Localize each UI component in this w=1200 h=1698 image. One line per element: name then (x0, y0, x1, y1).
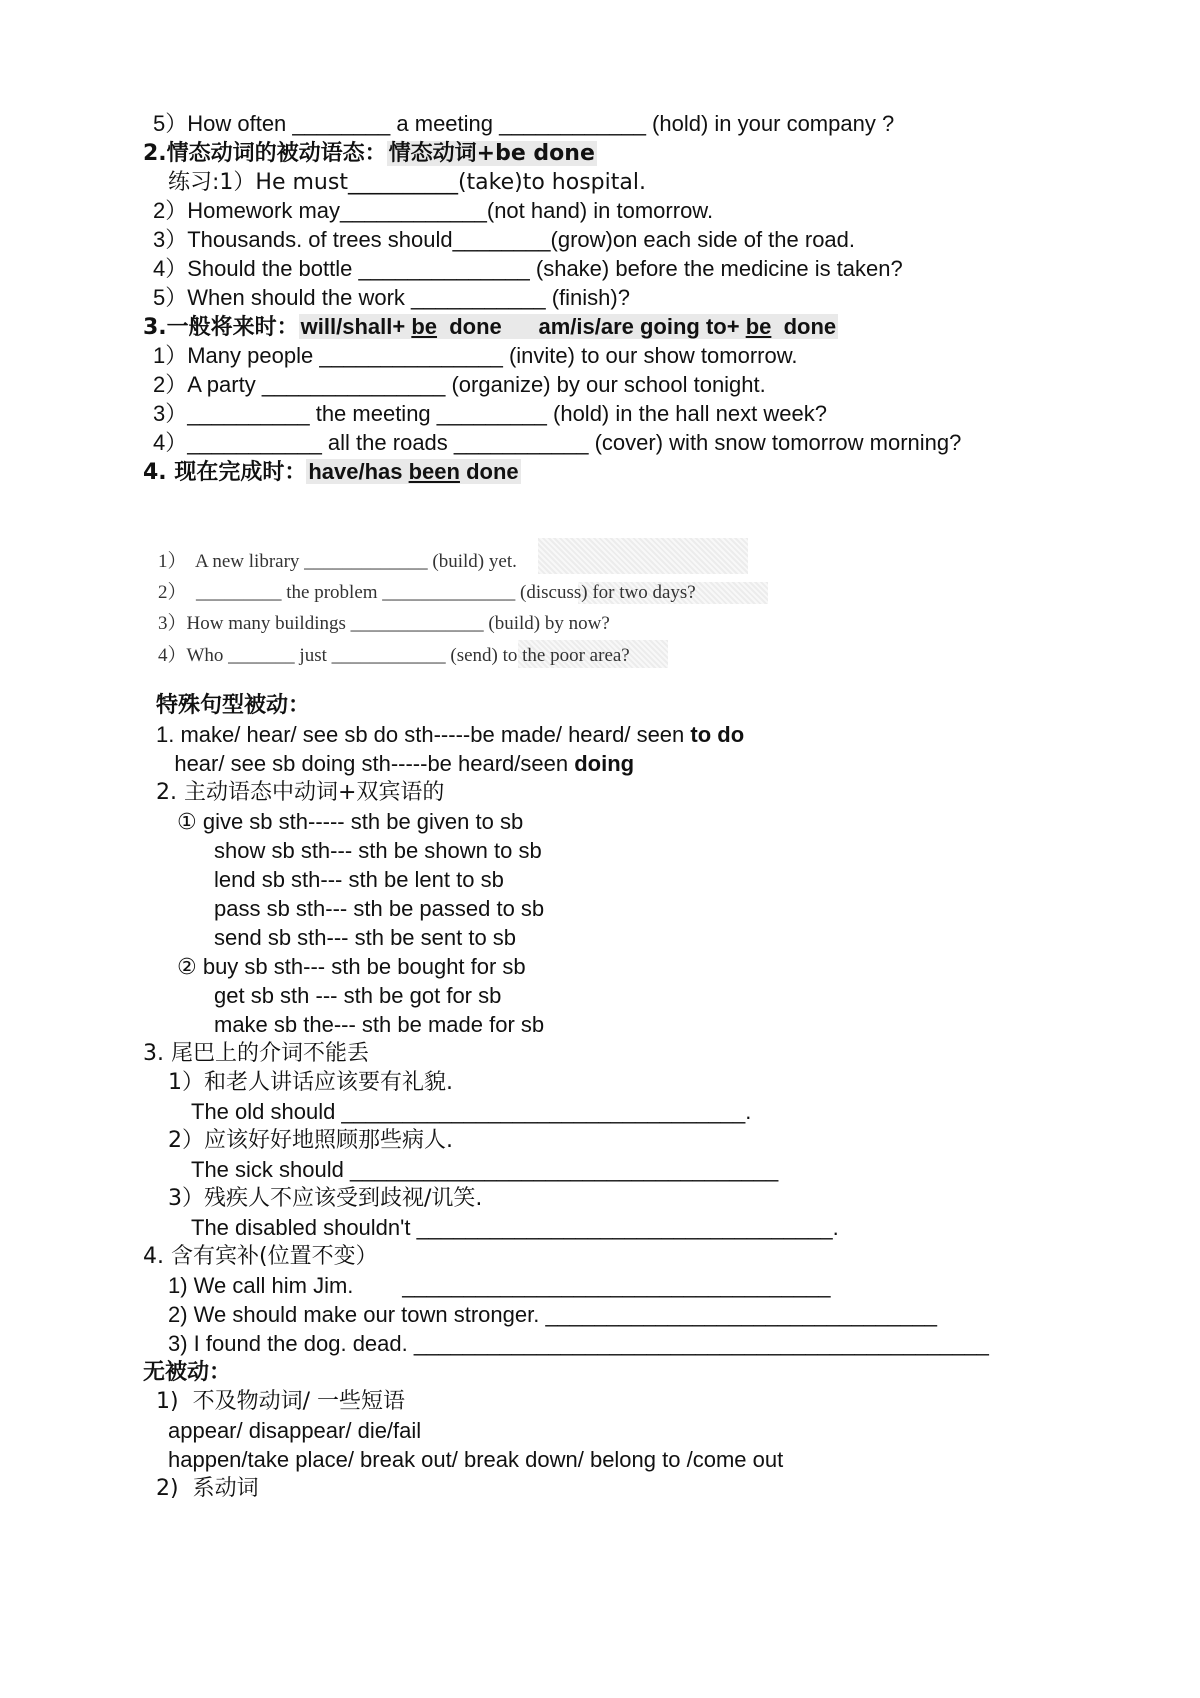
section-heading-future-passive (143, 313, 838, 342)
section-heading-modal-passive (143, 139, 597, 168)
pattern-line: lend sb sth--- sth be lent to sb (214, 867, 504, 892)
pattern-line: send sb sth--- sth be sent to sb (214, 925, 517, 950)
image-exercise-row: 3）How many buildings ______________ (build) by now? (158, 613, 610, 634)
exercise-line: 2）A party _______________ (organize) by our school tonight. (153, 372, 766, 397)
formula-part: done (459, 459, 519, 484)
complement-exercise: 3) I found the dog. dead. _______________________________________________ (168, 1331, 989, 1356)
formula-be: be (411, 314, 438, 339)
heading-formula: 情态动词+be done (388, 141, 595, 166)
formula-been: been (408, 459, 460, 484)
heading-label: 3.一般将来时： (143, 315, 299, 340)
complement-section-title: 4. 含有宾补(位置不变） (143, 1244, 378, 1269)
pattern-line (156, 721, 744, 749)
exercise-line: 3）__________ the meeting _________ (hold) in the hall next week? (153, 401, 827, 426)
translation-answer-line: The disabled shouldn't __________________________________. (191, 1215, 839, 1240)
image-exercise-row: 2） _________ the problem ______________ (discuss) for two days? (158, 582, 696, 603)
pattern-text: hear/ see sb doing sth-----be heard/seen (156, 751, 575, 776)
formula-part: done am/is/are going to+ (437, 314, 746, 339)
pattern-text: 1. make/ hear/ see sb do sth-----be made/ heard/ seen (156, 722, 691, 747)
formula-part: will/shall+ (300, 314, 412, 339)
exercise-line (168, 168, 646, 197)
heading-label: 2.情态动词的被动语态： (143, 141, 387, 166)
pattern-line: ① give sb sth----- sth be given to sb (177, 809, 524, 834)
formula-part: done (771, 314, 837, 339)
no-passive-item: 2) 系动词 (156, 1476, 259, 1501)
exercise-text: 练习:1）He must__________(take)to hospital. (168, 170, 646, 195)
section-heading-perfect-passive (143, 458, 521, 487)
preposition-section-title: 3. 尾巴上的介词不能丢 (143, 1041, 369, 1066)
complement-exercise: 1) We call him Jim. ___________________________________ (168, 1273, 831, 1298)
pattern-line: get sb sth --- sth be got for sb (214, 983, 502, 1008)
pattern-emphasis: doing (574, 751, 635, 776)
heading-formula (306, 459, 520, 484)
heading-formula (299, 314, 838, 339)
pattern-line (156, 750, 634, 778)
exercise-line: 4）Should the bottle ______________ (shake) before the medicine is taken? (153, 256, 903, 281)
exercise-line: 4）___________ all the roads ___________ (cover) with snow tomorrow morning? (153, 430, 962, 455)
pattern-line: make sb the--- sth be made for sb (214, 1012, 545, 1037)
no-passive-words: happen/take place/ break out/ break down/ belong to /come out (168, 1447, 784, 1472)
shade-mark (538, 538, 748, 574)
translation-answer-line: The sick should ___________________________________ (191, 1157, 779, 1182)
scanned-exercise-image (158, 546, 820, 674)
no-passive-item: 1) 不及物动词/ 一些短语 (156, 1389, 405, 1414)
translation-prompt: 1）和老人讲话应该要有礼貌. (168, 1070, 453, 1095)
no-passive-title: 无被动： (143, 1360, 232, 1385)
special-patterns-title: 特殊句型被动： (156, 693, 311, 718)
translation-prompt: 3）残疾人不应该受到歧视/讥笑. (168, 1186, 483, 1211)
translation-prompt: 2）应该好好地照顾那些病人. (168, 1128, 453, 1153)
image-exercise-row: 4）Who _______ just ____________ (send) to the poor area? (158, 645, 630, 666)
complement-exercise: 2) We should make our town stronger. ________________________________ (168, 1302, 937, 1327)
exercise-line: 3）Thousands. of trees should________(grow)on each side of the road. (153, 227, 856, 252)
image-exercise-row: 1） A new library _____________ (build) yet. (158, 551, 517, 572)
pattern-line: ② buy sb sth--- sth be bought for sb (177, 954, 526, 979)
pattern-line: pass sb sth--- sth be passed to sb (214, 896, 545, 921)
exercise-line: 2）Homework may____________(not hand) in tomorrow. (153, 198, 714, 223)
translation-answer-line: The old should _________________________________. (191, 1099, 752, 1124)
formula-be: be (745, 314, 772, 339)
heading-label: 4. 现在完成时： (143, 460, 307, 485)
exercise-line: 1）Many people _______________ (invite) to our show tomorrow. (153, 343, 798, 368)
exercise-line-5-hold: 5）How often ________ a meeting ____________ (hold) in your company ? (153, 111, 895, 136)
pattern-line: 2. 主动语态中动词+双宾语的 (156, 780, 445, 805)
no-passive-words: appear/ disappear/ die/fail (168, 1418, 422, 1443)
pattern-emphasis: to do (690, 722, 745, 747)
exercise-line: 5）When should the work ___________ (finish)? (153, 285, 630, 310)
formula-part: have/has (308, 459, 409, 484)
pattern-line: show sb sth--- sth be shown to sb (214, 838, 542, 863)
